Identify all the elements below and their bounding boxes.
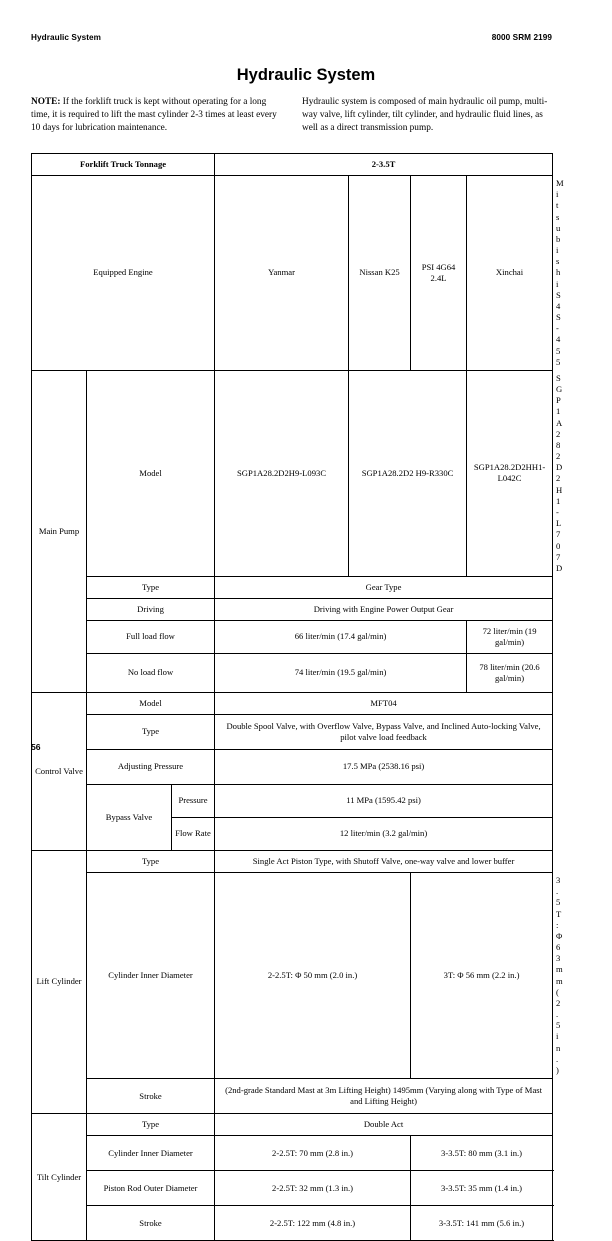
table-row [32, 1114, 553, 1136]
table-row: Cylinder Inner Diameter 2-2.5T: Φ 50 mm (2.0 in.) 3T: Φ 56 mm (2.2 in.) 3.5T: Φ 63 mm (2.5 in.) [32, 873, 553, 1079]
table-row [32, 1171, 553, 1206]
lift-cylinder-type-label: Type [87, 851, 215, 873]
main-pump-no-load-main: 74 liter/min (19.5 gal/min) [215, 654, 467, 693]
tilt-cylinder-stroke-b: 3-3.5T: 141 mm (5.6 in.) [411, 1206, 553, 1241]
note-label: NOTE: [31, 97, 61, 107]
intro-left-column [31, 96, 280, 136]
main-pump-model-yanmar: SGP1A28.2D2H9-L093C [215, 370, 349, 576]
main-pump-type-value: Gear Type [215, 577, 553, 599]
main-pump-full-load-mitsubishi: 72 liter/min (19 gal/min) [467, 621, 553, 654]
running-header [31, 33, 552, 42]
control-valve-type-label: Type [87, 715, 215, 750]
control-valve-adjusting-pressure-value: 17.5 MPa (2538.16 psi) [215, 750, 553, 785]
running-header-left: Hydraulic System [31, 33, 102, 42]
tilt-cylinder-stroke-a: 2-2.5T: 122 mm (4.8 in.) [215, 1206, 411, 1241]
main-pump-model-nissan-psi: SGP1A28.2D2 H9-R330C [349, 370, 467, 576]
intro-columns [31, 96, 552, 136]
tilt-cylinder-type-value: Double Act [215, 1114, 553, 1136]
page-title: Hydraulic System [236, 66, 376, 84]
main-pump-model-label: Model [87, 370, 215, 576]
main-pump-full-load-main: 66 liter/min (17.4 gal/min) [215, 621, 467, 654]
control-valve-bypass-pressure-label: Pressure [172, 785, 215, 818]
control-valve-model-label: Model [87, 693, 215, 715]
table-row [32, 654, 553, 693]
table-row [32, 715, 553, 750]
engine-label: Equipped Engine [32, 176, 215, 371]
main-pump-full-load-label: Full load flow [87, 621, 215, 654]
main-pump-no-load-mitsubishi: 78 liter/min (20.6 gal/min) [467, 654, 553, 693]
tonnage-label: Forklift Truck Tonnage [32, 154, 215, 176]
table-row [32, 621, 553, 654]
table-row [32, 851, 553, 873]
table-row [32, 577, 553, 599]
main-pump-driving-value: Driving with Engine Power Output Gear [215, 599, 553, 621]
tilt-cylinder-stroke-label: Stroke [87, 1206, 215, 1241]
group-control-valve: Control Valve [32, 693, 87, 851]
table-row [32, 154, 553, 176]
main-pump-model-xinchai: SGP1A28.2D2HH1-L042C [467, 370, 553, 576]
tilt-cylinder-inner-diameter-b: 3-3.5T: 80 mm (3.1 in.) [411, 1136, 553, 1171]
table-row [32, 750, 553, 785]
control-valve-adjusting-pressure-label: Adjusting Pressure [87, 750, 215, 785]
table-row [32, 1079, 553, 1114]
tilt-cylinder-piston-rod-b: 3-3.5T: 35 mm (1.4 in.) [411, 1171, 553, 1206]
table-row [32, 1136, 553, 1171]
main-pump-no-load-label: No load flow [87, 654, 215, 693]
tonnage-value: 2-3.5T [215, 154, 553, 176]
table-row [32, 693, 553, 715]
engine-yanmar: Yanmar [215, 176, 349, 371]
engine-psi: PSI 4G64 2.4L [411, 176, 467, 371]
table-row [32, 599, 553, 621]
main-pump-driving-label: Driving [87, 599, 215, 621]
lift-cylinder-stroke-label: Stroke [87, 1079, 215, 1114]
hydraulic-spec-table [31, 153, 564, 1241]
engine-nissan: Nissan K25 [349, 176, 411, 371]
lift-cylinder-inner-diameter-b: 3T: Φ 56 mm (2.2 in.) [411, 873, 553, 1079]
control-valve-model-value: MFT04 [215, 693, 553, 715]
tilt-cylinder-inner-diameter-a: 2-2.5T: 70 mm (2.8 in.) [215, 1136, 411, 1171]
group-tilt-cylinder: Tilt Cylinder [32, 1114, 87, 1241]
main-pump-type-label: Type [87, 577, 215, 599]
table-row: Main Pump Model SGP1A28.2D2H9-L093C SGP1A28.2D2 H9-R330C SGP1A28.2D2HH1-L042C SGP1A282D2H1-L707D [32, 370, 553, 576]
control-valve-bypass-flow-label: Flow Rate [172, 818, 215, 851]
group-main-pump: Main Pump [32, 370, 87, 692]
tilt-cylinder-piston-rod-label: Piston Rod Outer Diameter [87, 1171, 215, 1206]
tilt-cylinder-inner-diameter-label: Cylinder Inner Diameter [87, 1136, 215, 1171]
group-lift-cylinder: Lift Cylinder [32, 851, 87, 1114]
control-valve-bypass-pressure-value: 11 MPa (1595.42 psi) [215, 785, 553, 818]
engine-xinchai: Xinchai [467, 176, 553, 371]
note-text: If the forklift truck is kept without operating for a long time, it is required to lift the mast cylinder 2-3 times at least every 10 days for lubrication maintenance. [31, 97, 277, 134]
tilt-cylinder-type-label: Type [87, 1114, 215, 1136]
table-row [32, 785, 553, 818]
running-header-right: 8000 SRM 2199 [491, 33, 552, 42]
control-valve-bypass-label: Bypass Valve [87, 785, 172, 851]
control-valve-type-value: Double Spool Valve, with Overflow Valve, Bypass Valve, and Inclined Auto-locking Valve, pilot valve load feedback [215, 715, 553, 750]
lift-cylinder-type-value: Single Act Piston Type, with Shutoff Valve, one-way valve and lower buffer [215, 851, 553, 873]
tilt-cylinder-piston-rod-a: 2-2.5T: 32 mm (1.3 in.) [215, 1171, 411, 1206]
page-number: 56 [31, 742, 41, 752]
lift-cylinder-stroke-value: (2nd-grade Standard Mast at 3m Lifting Height) 1495mm (Varying along with Type of Mast and Lifting Height) [215, 1079, 553, 1114]
table-row: Equipped Engine Yanmar Nissan K25 PSI 4G64 2.4L Xinchai Mitsubishi S4S-455 [32, 176, 553, 371]
control-valve-bypass-flow-value: 12 liter/min (3.2 gal/min) [215, 818, 553, 851]
lift-cylinder-inner-diameter-label: Cylinder Inner Diameter [87, 873, 215, 1079]
table-row [32, 1206, 553, 1241]
lift-cylinder-inner-diameter-a: 2-2.5T: Φ 50 mm (2.0 in.) [215, 873, 411, 1079]
intro-right-column: Hydraulic system is composed of main hydraulic oil pump, multi-way valve, lift cylinder, tilt cylinder, and hydraulic fluid lines, as well as a direct transmission pump. [302, 97, 548, 134]
